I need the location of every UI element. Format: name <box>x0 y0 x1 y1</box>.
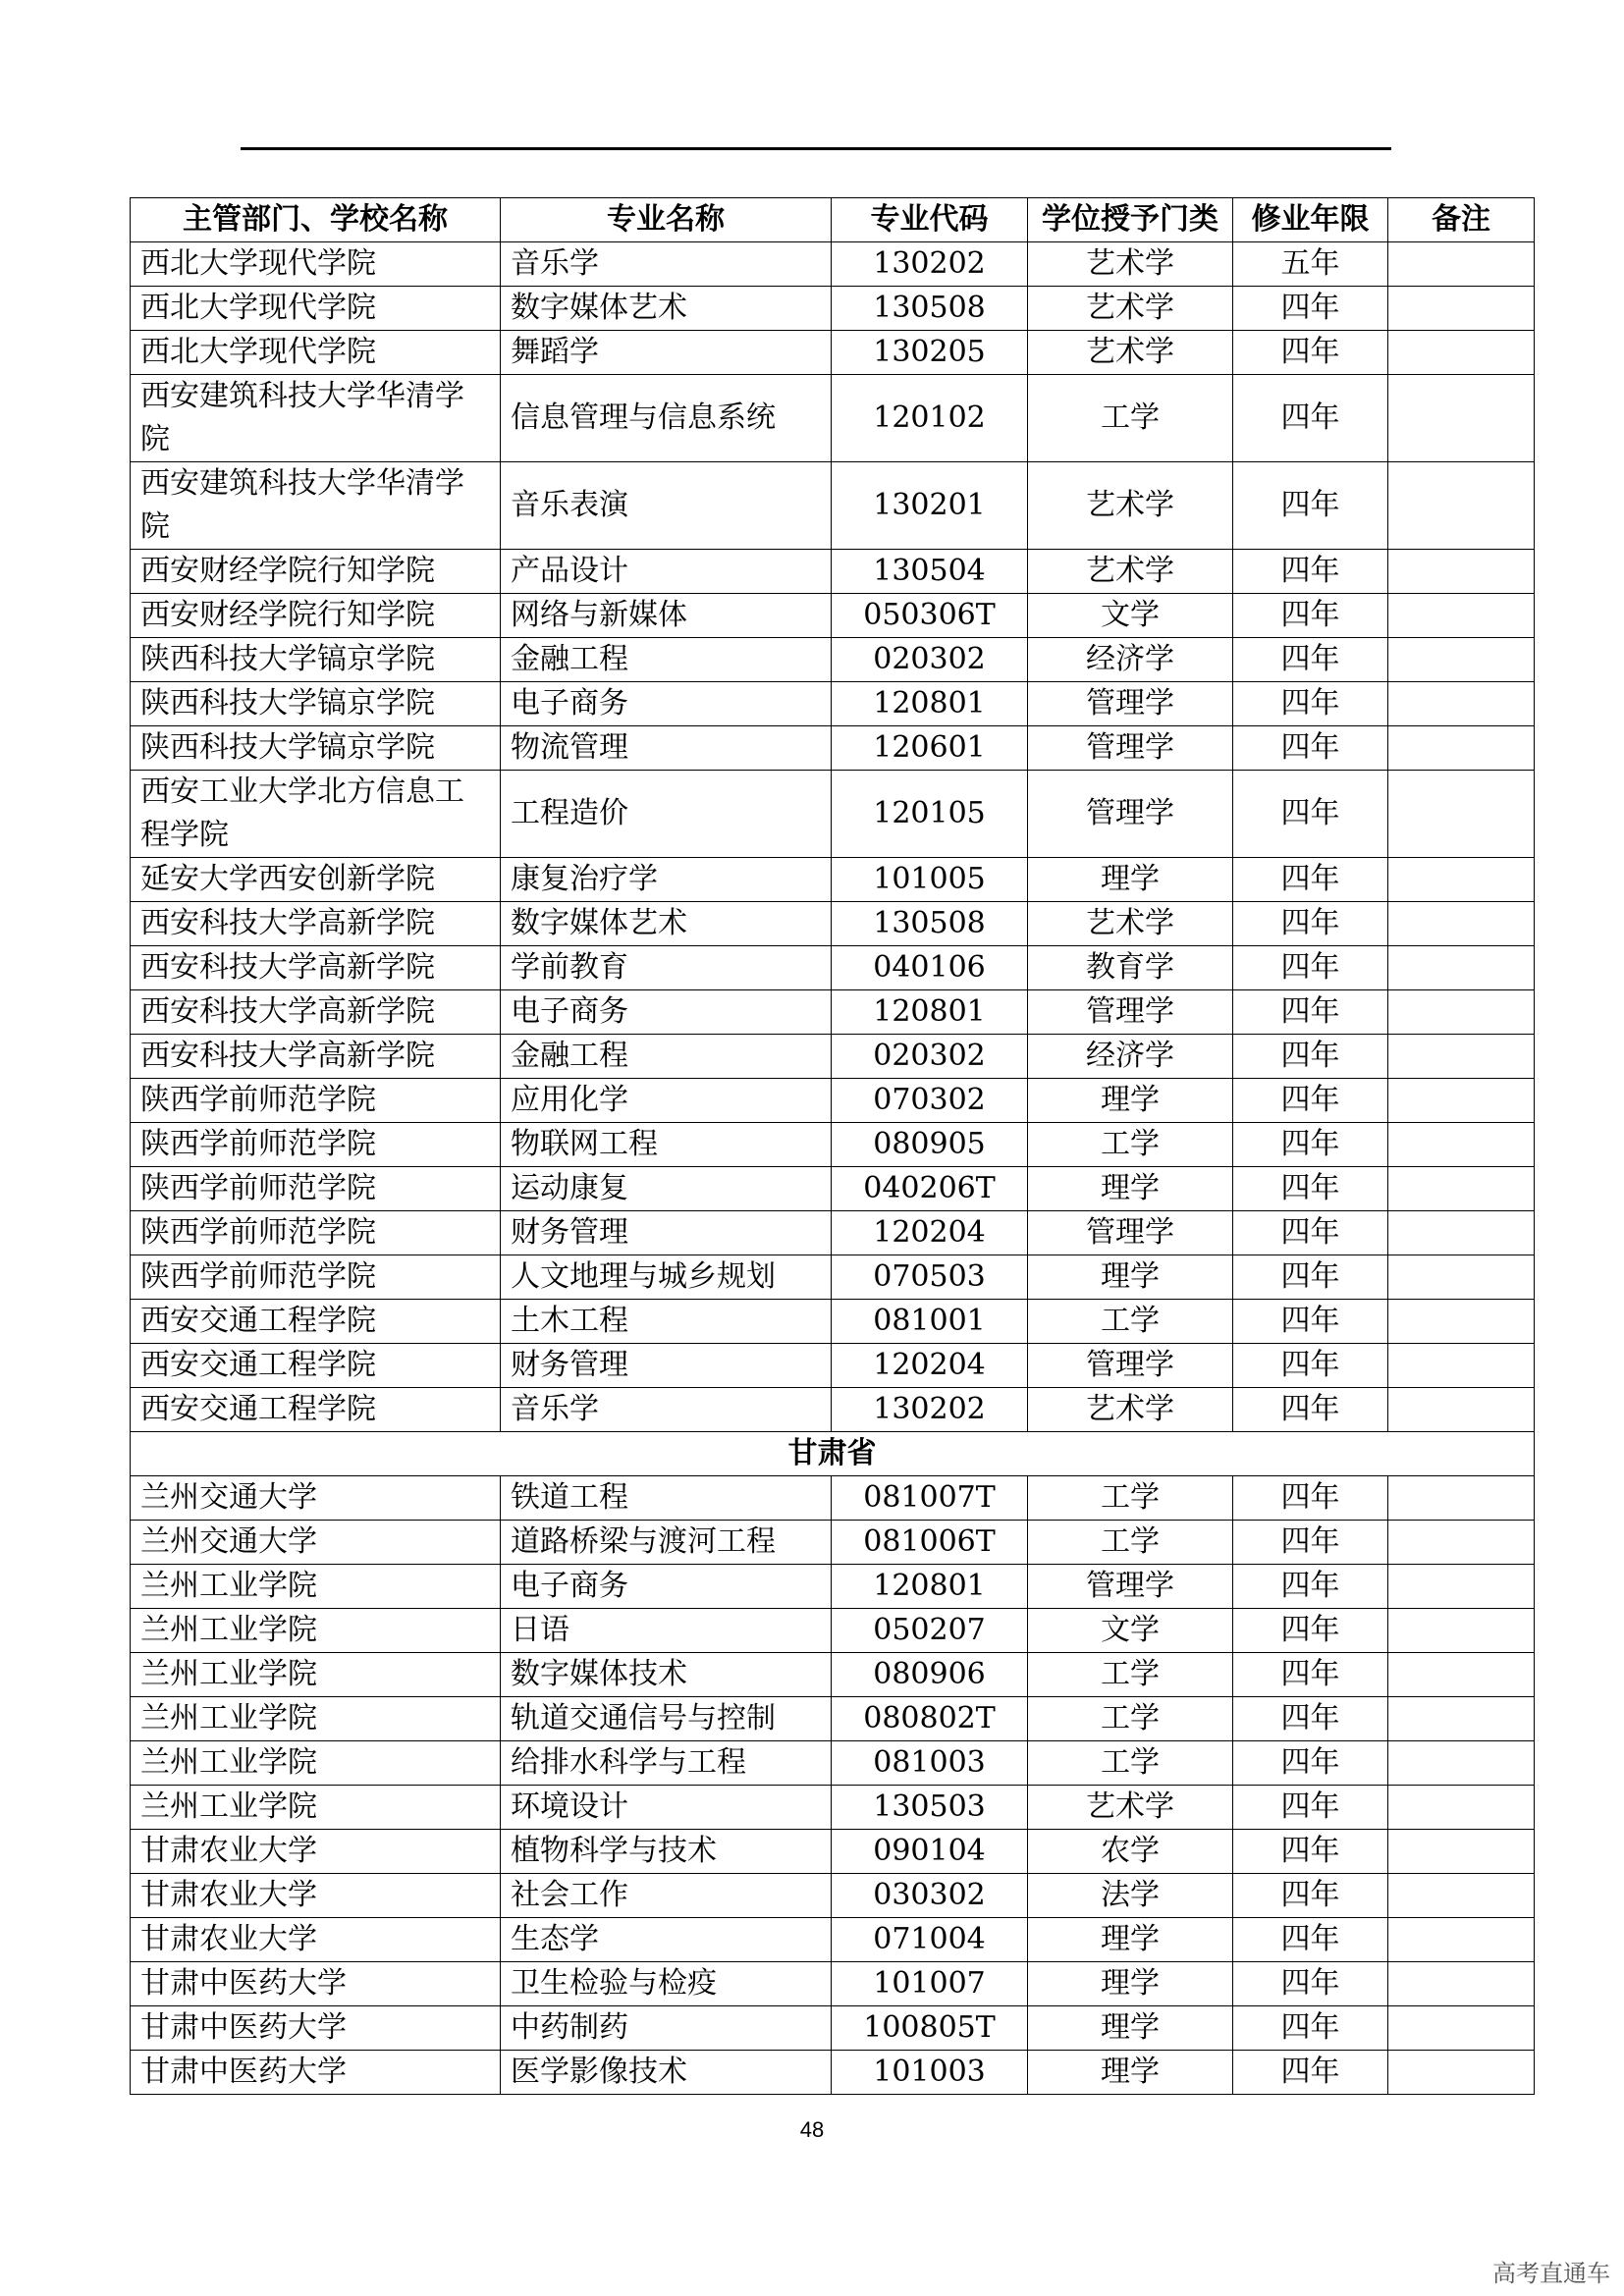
cell-code: 130508 <box>832 287 1028 331</box>
table-row <box>131 1079 1535 1123</box>
cell-degree: 理学 <box>1028 1079 1233 1123</box>
cell-years: 四年 <box>1233 462 1388 550</box>
cell-degree: 文学 <box>1028 1609 1233 1653</box>
cell-school: 陕西学前师范学院 <box>131 1255 501 1300</box>
table-row <box>131 1874 1535 1918</box>
cell-years: 五年 <box>1233 242 1388 287</box>
table-row <box>131 462 1535 550</box>
cell-years: 四年 <box>1233 1653 1388 1697</box>
table-row <box>131 726 1535 771</box>
cell-school: 陕西科技大学镐京学院 <box>131 726 501 771</box>
cell-note <box>1388 1123 1535 1167</box>
cell-note <box>1388 858 1535 902</box>
cell-degree: 管理学 <box>1028 682 1233 726</box>
cell-years: 四年 <box>1233 1167 1388 1211</box>
cell-code: 130202 <box>832 1388 1028 1432</box>
cell-degree: 理学 <box>1028 1918 1233 1962</box>
cell-school: 甘肃中医药大学 <box>131 2006 501 2051</box>
cell-code: 101003 <box>832 2051 1028 2095</box>
cell-years: 四年 <box>1233 1476 1388 1521</box>
cell-school: 西安交通工程学院 <box>131 1344 501 1388</box>
table-row <box>131 682 1535 726</box>
cell-major: 环境设计 <box>501 1786 832 1830</box>
table-row <box>131 1388 1535 1432</box>
cell-major: 电子商务 <box>501 682 832 726</box>
cell-code: 020302 <box>832 1035 1028 1079</box>
cell-school: 西安建筑科技大学华清学院 <box>131 375 501 462</box>
cell-major: 音乐表演 <box>501 462 832 550</box>
table-row <box>131 1300 1535 1344</box>
cell-years: 四年 <box>1233 287 1388 331</box>
cell-degree: 经济学 <box>1028 638 1233 682</box>
table-row <box>131 946 1535 990</box>
cell-note <box>1388 1388 1535 1432</box>
cell-degree: 管理学 <box>1028 726 1233 771</box>
table-row <box>131 1476 1535 1521</box>
col-header-major: 专业名称 <box>501 198 832 242</box>
cell-years: 四年 <box>1233 1211 1388 1255</box>
cell-code: 081003 <box>832 1741 1028 1786</box>
cell-major: 网络与新媒体 <box>501 594 832 638</box>
table-row <box>131 1918 1535 1962</box>
table-row <box>131 1830 1535 1874</box>
cell-degree: 文学 <box>1028 594 1233 638</box>
cell-degree: 理学 <box>1028 1962 1233 2006</box>
cell-code: 101007 <box>832 1962 1028 2006</box>
cell-note <box>1388 1476 1535 1521</box>
table-row <box>131 287 1535 331</box>
cell-school: 西安科技大学高新学院 <box>131 990 501 1035</box>
cell-school: 陕西学前师范学院 <box>131 1211 501 1255</box>
cell-school: 甘肃农业大学 <box>131 1830 501 1874</box>
cell-code: 080906 <box>832 1653 1028 1697</box>
cell-note <box>1388 1741 1535 1786</box>
cell-degree: 管理学 <box>1028 1565 1233 1609</box>
cell-code: 120801 <box>832 1565 1028 1609</box>
cell-major: 轨道交通信号与控制 <box>501 1697 832 1741</box>
cell-school: 甘肃农业大学 <box>131 1874 501 1918</box>
cell-code: 130503 <box>832 1786 1028 1830</box>
cell-code: 120801 <box>832 682 1028 726</box>
cell-major: 植物科学与技术 <box>501 1830 832 1874</box>
cell-years: 四年 <box>1233 594 1388 638</box>
cell-code: 130504 <box>832 550 1028 594</box>
table-row <box>131 1962 1535 2006</box>
cell-code: 130202 <box>832 242 1028 287</box>
cell-code: 120102 <box>832 375 1028 462</box>
cell-school: 甘肃中医药大学 <box>131 1962 501 2006</box>
cell-school: 兰州交通大学 <box>131 1476 501 1521</box>
cell-major: 人文地理与城乡规划 <box>501 1255 832 1300</box>
cell-major: 电子商务 <box>501 1565 832 1609</box>
col-header-code: 专业代码 <box>832 198 1028 242</box>
cell-years: 四年 <box>1233 1962 1388 2006</box>
cell-years: 四年 <box>1233 1565 1388 1609</box>
cell-major: 给排水科学与工程 <box>501 1741 832 1786</box>
cell-note <box>1388 682 1535 726</box>
cell-major: 工程造价 <box>501 771 832 858</box>
cell-code: 081006T <box>832 1521 1028 1565</box>
cell-note <box>1388 638 1535 682</box>
cell-code: 090104 <box>832 1830 1028 1874</box>
cell-years: 四年 <box>1233 1344 1388 1388</box>
cell-school: 陕西学前师范学院 <box>131 1167 501 1211</box>
cell-major: 医学影像技术 <box>501 2051 832 2095</box>
cell-years: 四年 <box>1233 682 1388 726</box>
table-row <box>131 1521 1535 1565</box>
cell-years: 四年 <box>1233 2051 1388 2095</box>
cell-code: 080802T <box>832 1697 1028 1741</box>
cell-years: 四年 <box>1233 1521 1388 1565</box>
cell-school: 陕西学前师范学院 <box>131 1079 501 1123</box>
cell-code: 100805T <box>832 2006 1028 2051</box>
cell-degree: 工学 <box>1028 1476 1233 1521</box>
cell-school: 兰州交通大学 <box>131 1521 501 1565</box>
table-row <box>131 1697 1535 1741</box>
cell-school: 西安科技大学高新学院 <box>131 1035 501 1079</box>
cell-degree: 工学 <box>1028 1123 1233 1167</box>
cell-degree: 管理学 <box>1028 771 1233 858</box>
cell-code: 120105 <box>832 771 1028 858</box>
cell-school: 西北大学现代学院 <box>131 287 501 331</box>
cell-years: 四年 <box>1233 331 1388 375</box>
cell-note <box>1388 1653 1535 1697</box>
cell-major: 金融工程 <box>501 638 832 682</box>
cell-degree: 艺术学 <box>1028 331 1233 375</box>
cell-years: 四年 <box>1233 1786 1388 1830</box>
cell-school: 西北大学现代学院 <box>131 331 501 375</box>
cell-years: 四年 <box>1233 858 1388 902</box>
table-row <box>131 771 1535 858</box>
cell-years: 四年 <box>1233 946 1388 990</box>
cell-degree: 法学 <box>1028 1874 1233 1918</box>
cell-major: 卫生检验与检疫 <box>501 1962 832 2006</box>
cell-school: 甘肃农业大学 <box>131 1918 501 1962</box>
cell-note <box>1388 1035 1535 1079</box>
cell-years: 四年 <box>1233 1255 1388 1300</box>
cell-years: 四年 <box>1233 638 1388 682</box>
cell-note <box>1388 594 1535 638</box>
cell-code: 120204 <box>832 1344 1028 1388</box>
cell-code: 071004 <box>832 1918 1028 1962</box>
table-row <box>131 1035 1535 1079</box>
page-number: 48 <box>799 2117 825 2142</box>
table-row <box>131 550 1535 594</box>
cell-degree: 工学 <box>1028 1653 1233 1697</box>
cell-note <box>1388 2051 1535 2095</box>
cell-degree: 工学 <box>1028 1697 1233 1741</box>
cell-school: 延安大学西安创新学院 <box>131 858 501 902</box>
cell-major: 舞蹈学 <box>501 331 832 375</box>
cell-note <box>1388 1786 1535 1830</box>
cell-years: 四年 <box>1233 1697 1388 1741</box>
cell-degree: 经济学 <box>1028 1035 1233 1079</box>
cell-years: 四年 <box>1233 1123 1388 1167</box>
table-row <box>131 902 1535 946</box>
cell-code: 040206T <box>832 1167 1028 1211</box>
cell-school: 西北大学现代学院 <box>131 242 501 287</box>
cell-school: 西安建筑科技大学华清学院 <box>131 462 501 550</box>
cell-years: 四年 <box>1233 2006 1388 2051</box>
cell-note <box>1388 375 1535 462</box>
table-header-row <box>131 198 1535 242</box>
cell-school: 陕西科技大学镐京学院 <box>131 638 501 682</box>
cell-school: 西安科技大学高新学院 <box>131 946 501 990</box>
cell-note <box>1388 1874 1535 1918</box>
header-rule <box>241 147 1391 150</box>
cell-degree: 艺术学 <box>1028 287 1233 331</box>
table-row <box>131 1609 1535 1653</box>
cell-major: 物流管理 <box>501 726 832 771</box>
cell-degree: 理学 <box>1028 858 1233 902</box>
cell-note <box>1388 331 1535 375</box>
cell-note <box>1388 990 1535 1035</box>
table-row <box>131 2051 1535 2095</box>
province-label: 甘肃省 <box>131 1432 1535 1476</box>
cell-major: 物联网工程 <box>501 1123 832 1167</box>
cell-note <box>1388 1079 1535 1123</box>
cell-major: 日语 <box>501 1609 832 1653</box>
cell-degree: 工学 <box>1028 375 1233 462</box>
table-row <box>131 858 1535 902</box>
table-row <box>131 1123 1535 1167</box>
cell-note <box>1388 1344 1535 1388</box>
cell-note <box>1388 1167 1535 1211</box>
col-header-degree: 学位授予门类 <box>1028 198 1233 242</box>
cell-code: 120601 <box>832 726 1028 771</box>
cell-years: 四年 <box>1233 902 1388 946</box>
cell-years: 四年 <box>1233 1079 1388 1123</box>
cell-years: 四年 <box>1233 990 1388 1035</box>
cell-years: 四年 <box>1233 1830 1388 1874</box>
cell-note <box>1388 1565 1535 1609</box>
table-row <box>131 638 1535 682</box>
table-row <box>131 1741 1535 1786</box>
table-body <box>131 242 1535 2095</box>
cell-note <box>1388 287 1535 331</box>
table-row <box>131 1786 1535 1830</box>
cell-code: 070503 <box>832 1255 1028 1300</box>
cell-school: 西安交通工程学院 <box>131 1300 501 1344</box>
cell-school: 西安科技大学高新学院 <box>131 902 501 946</box>
cell-degree: 理学 <box>1028 1255 1233 1300</box>
cell-school: 兰州工业学院 <box>131 1565 501 1609</box>
cell-years: 四年 <box>1233 1609 1388 1653</box>
cell-note <box>1388 1830 1535 1874</box>
cell-code: 080905 <box>832 1123 1028 1167</box>
table-row <box>131 594 1535 638</box>
cell-degree: 艺术学 <box>1028 1388 1233 1432</box>
cell-code: 130508 <box>832 902 1028 946</box>
cell-degree: 工学 <box>1028 1741 1233 1786</box>
cell-major: 铁道工程 <box>501 1476 832 1521</box>
cell-degree: 管理学 <box>1028 1211 1233 1255</box>
cell-code: 130205 <box>832 331 1028 375</box>
cell-note <box>1388 1300 1535 1344</box>
cell-years: 四年 <box>1233 375 1388 462</box>
cell-major: 生态学 <box>501 1918 832 1962</box>
cell-code: 040106 <box>832 946 1028 990</box>
cell-major: 数字媒体艺术 <box>501 287 832 331</box>
cell-years: 四年 <box>1233 771 1388 858</box>
cell-degree: 理学 <box>1028 2051 1233 2095</box>
cell-code: 120204 <box>832 1211 1028 1255</box>
cell-school: 兰州工业学院 <box>131 1697 501 1741</box>
table-row <box>131 1255 1535 1300</box>
cell-note <box>1388 726 1535 771</box>
col-header-school: 主管部门、学校名称 <box>131 198 501 242</box>
cell-note <box>1388 1211 1535 1255</box>
cell-code: 130201 <box>832 462 1028 550</box>
cell-major: 应用化学 <box>501 1079 832 1123</box>
cell-degree: 艺术学 <box>1028 902 1233 946</box>
cell-school: 兰州工业学院 <box>131 1741 501 1786</box>
cell-degree: 工学 <box>1028 1521 1233 1565</box>
cell-major: 音乐学 <box>501 1388 832 1432</box>
cell-note <box>1388 771 1535 858</box>
cell-code: 020302 <box>832 638 1028 682</box>
cell-note <box>1388 1918 1535 1962</box>
col-header-years: 修业年限 <box>1233 198 1388 242</box>
cell-school: 兰州工业学院 <box>131 1609 501 1653</box>
cell-school: 陕西学前师范学院 <box>131 1123 501 1167</box>
cell-school: 西安交通工程学院 <box>131 1388 501 1432</box>
majors-table <box>130 197 1535 2095</box>
table-row <box>131 1653 1535 1697</box>
cell-school: 兰州工业学院 <box>131 1786 501 1830</box>
cell-major: 学前教育 <box>501 946 832 990</box>
cell-years: 四年 <box>1233 726 1388 771</box>
cell-major: 信息管理与信息系统 <box>501 375 832 462</box>
cell-note <box>1388 1962 1535 2006</box>
cell-school: 西安工业大学北方信息工程学院 <box>131 771 501 858</box>
watermark-text: 高考直通车 <box>1492 2260 1610 2287</box>
cell-code: 081001 <box>832 1300 1028 1344</box>
cell-major: 中药制药 <box>501 2006 832 2051</box>
table-row <box>131 1344 1535 1388</box>
cell-code: 050306T <box>832 594 1028 638</box>
cell-major: 数字媒体艺术 <box>501 902 832 946</box>
cell-degree: 工学 <box>1028 1300 1233 1344</box>
cell-years: 四年 <box>1233 550 1388 594</box>
cell-school: 甘肃中医药大学 <box>131 2051 501 2095</box>
cell-years: 四年 <box>1233 1300 1388 1344</box>
cell-years: 四年 <box>1233 1741 1388 1786</box>
cell-degree: 理学 <box>1028 1167 1233 1211</box>
cell-note <box>1388 946 1535 990</box>
cell-note <box>1388 1521 1535 1565</box>
cell-code: 030302 <box>832 1874 1028 1918</box>
table-row <box>131 990 1535 1035</box>
cell-years: 四年 <box>1233 1918 1388 1962</box>
cell-code: 120801 <box>832 990 1028 1035</box>
cell-note <box>1388 1609 1535 1653</box>
cell-degree: 农学 <box>1028 1830 1233 1874</box>
table-row <box>131 2006 1535 2051</box>
cell-degree: 管理学 <box>1028 1344 1233 1388</box>
cell-school: 陕西科技大学镐京学院 <box>131 682 501 726</box>
cell-degree: 教育学 <box>1028 946 1233 990</box>
cell-major: 财务管理 <box>501 1211 832 1255</box>
cell-code: 050207 <box>832 1609 1028 1653</box>
cell-degree: 理学 <box>1028 2006 1233 2051</box>
table-row <box>131 1565 1535 1609</box>
cell-degree: 艺术学 <box>1028 242 1233 287</box>
table-row <box>131 375 1535 462</box>
cell-major: 数字媒体技术 <box>501 1653 832 1697</box>
cell-code: 101005 <box>832 858 1028 902</box>
table-row <box>131 1211 1535 1255</box>
cell-degree: 艺术学 <box>1028 1786 1233 1830</box>
col-header-note: 备注 <box>1388 198 1535 242</box>
cell-major: 产品设计 <box>501 550 832 594</box>
cell-major: 社会工作 <box>501 1874 832 1918</box>
cell-note <box>1388 462 1535 550</box>
cell-code: 070302 <box>832 1079 1028 1123</box>
cell-major: 运动康复 <box>501 1167 832 1211</box>
cell-note <box>1388 902 1535 946</box>
cell-major: 音乐学 <box>501 242 832 287</box>
cell-school: 西安财经学院行知学院 <box>131 550 501 594</box>
cell-school: 兰州工业学院 <box>131 1653 501 1697</box>
cell-note <box>1388 1697 1535 1741</box>
cell-years: 四年 <box>1233 1388 1388 1432</box>
cell-note <box>1388 2006 1535 2051</box>
cell-major: 电子商务 <box>501 990 832 1035</box>
cell-school: 西安财经学院行知学院 <box>131 594 501 638</box>
cell-years: 四年 <box>1233 1874 1388 1918</box>
cell-note <box>1388 550 1535 594</box>
cell-code: 081007T <box>832 1476 1028 1521</box>
table-row <box>131 331 1535 375</box>
cell-degree: 艺术学 <box>1028 462 1233 550</box>
province-row <box>131 1432 1535 1476</box>
table-row <box>131 1167 1535 1211</box>
cell-major: 土木工程 <box>501 1300 832 1344</box>
table-row <box>131 242 1535 287</box>
cell-degree: 艺术学 <box>1028 550 1233 594</box>
cell-major: 财务管理 <box>501 1344 832 1388</box>
cell-note <box>1388 1255 1535 1300</box>
cell-years: 四年 <box>1233 1035 1388 1079</box>
cell-major: 道路桥梁与渡河工程 <box>501 1521 832 1565</box>
cell-note <box>1388 242 1535 287</box>
cell-major: 康复治疗学 <box>501 858 832 902</box>
cell-major: 金融工程 <box>501 1035 832 1079</box>
cell-degree: 管理学 <box>1028 990 1233 1035</box>
